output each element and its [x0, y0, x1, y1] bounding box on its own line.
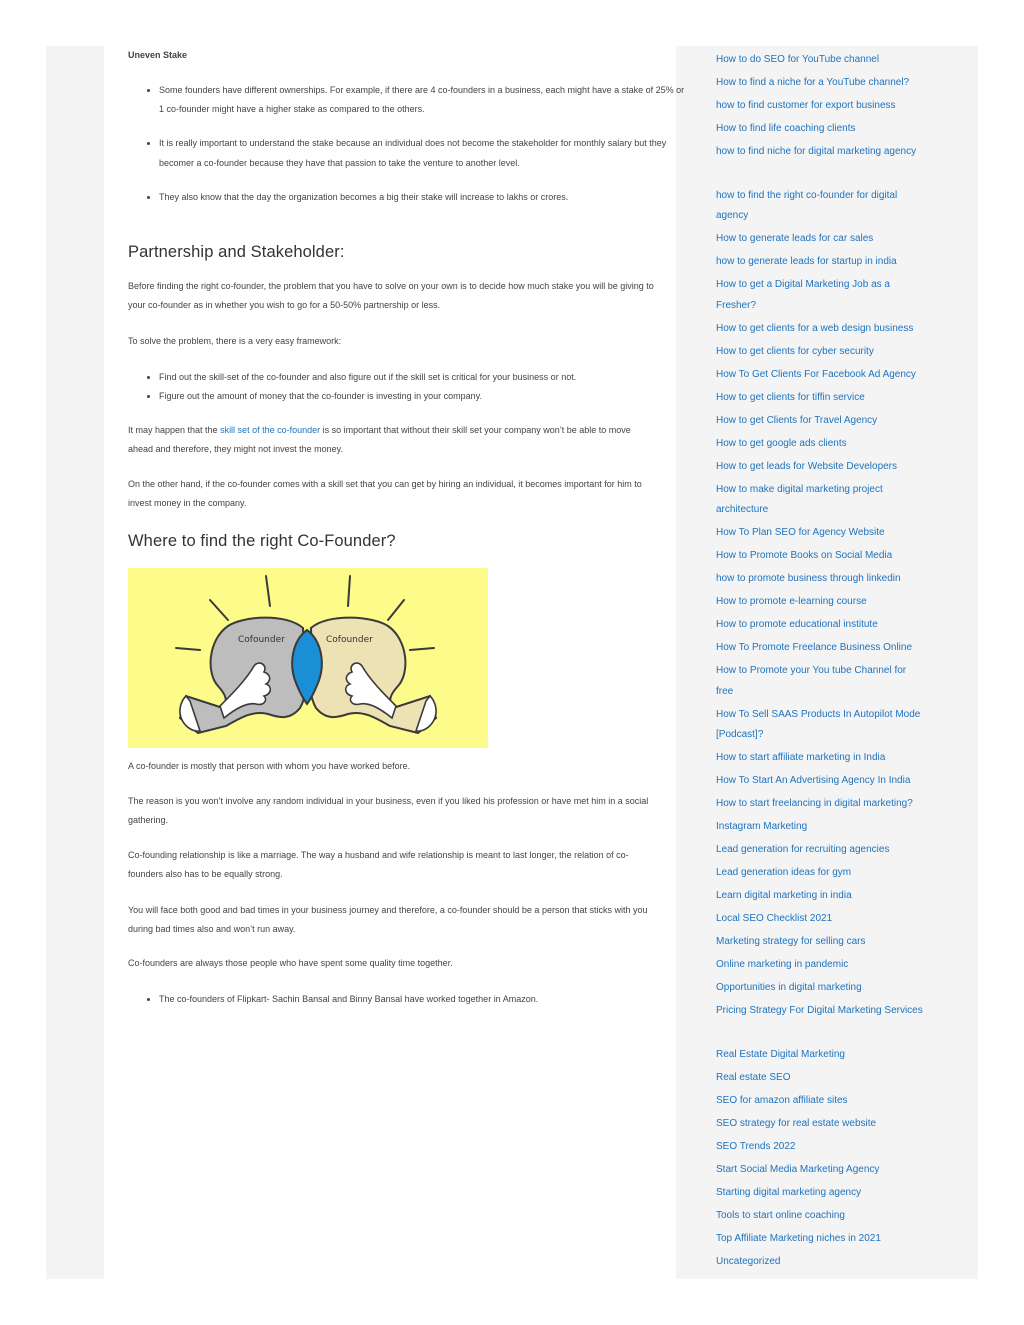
- stake-bullet-list: [128, 81, 689, 207]
- bulbs-drawing: [128, 568, 488, 748]
- sidebar-link[interactable]: How To Promote Freelance Business Online: [716, 642, 913, 653]
- paragraph: The reason is you won’t involve any random individual in your business, even if you liked his profession or have met him in a social gathering.: [128, 796, 649, 826]
- sidebar-link[interactable]: How to get a Digital Marketing Job as a Fresher?: [716, 279, 890, 311]
- flipkart-bullet-list: [128, 990, 689, 1009]
- sidebar-link[interactable]: How to start freelancing in digital marketing?: [716, 798, 913, 809]
- left-gutter: [46, 46, 104, 1279]
- left-bulb-label: Cofounder: [238, 635, 285, 645]
- paragraph: To solve the problem, there is a very easy framework:: [128, 336, 342, 346]
- sidebar-link[interactable]: How to promote educational institute: [716, 619, 878, 630]
- sidebar-link[interactable]: Online marketing in pandemic: [716, 959, 849, 970]
- paragraph: Co-founding relationship is like a marriage. The way a husband and wife relationship is meant to last longer, the relation of co-founders also has to be equally strong.: [128, 850, 629, 880]
- sidebar-link[interactable]: SEO strategy for real estate website: [716, 1117, 877, 1129]
- paragraph: Co-founders are always those people who have spent some quality time together.: [128, 958, 453, 968]
- sidebar-link[interactable]: How To Plan SEO for Agency Website: [716, 527, 885, 538]
- sidebar-link[interactable]: How to Promote your You tube Channel for free: [716, 665, 907, 697]
- sidebar-link[interactable]: How to find life coaching clients: [716, 123, 856, 134]
- section-lead-title: Uneven Stake: [128, 50, 188, 60]
- sidebar-link[interactable]: How to get leads for Website Developers: [716, 460, 898, 472]
- sidebar-link[interactable]: how to promote business through linkedin: [716, 573, 901, 584]
- sidebar-link[interactable]: Pricing Strategy For Digital Marketing Services: [716, 1005, 923, 1016]
- sidebar-link[interactable]: SEO for amazon affiliate sites: [716, 1094, 848, 1106]
- sidebar-link[interactable]: How To Sell SAAS Products In Autopilot Mode [Podcast]?: [716, 708, 921, 740]
- sidebar-link[interactable]: How to generate leads for car sales: [716, 233, 874, 244]
- right-bulb-label: Cofounder: [326, 635, 373, 645]
- sidebar-link[interactable]: Lead generation for recruiting agencies: [716, 844, 890, 855]
- sidebar-link[interactable]: How To Start An Advertising Agency In India: [716, 775, 911, 786]
- skill-set-link[interactable]: skill set of the co-founder: [220, 425, 321, 435]
- sidebar-link[interactable]: How to start affiliate marketing in India: [716, 752, 886, 763]
- sidebar-link[interactable]: Real Estate Digital Marketing: [716, 1048, 845, 1060]
- sidebar-link[interactable]: How to Promote Books on Social Media: [716, 550, 893, 561]
- sidebar-link[interactable]: SEO Trends 2022: [716, 1140, 796, 1152]
- list-item: • Figure out the amount of money that the co-founder is investing in your company.: [159, 387, 689, 406]
- sidebar-link[interactable]: Instagram Marketing: [716, 821, 808, 832]
- paragraph: You will face both good and bad times in your business journey and therefore, a co-founder should be a person that sticks with you during bad times also and won’t run away.: [128, 905, 648, 935]
- sidebar-link[interactable]: Tools to start online coaching: [716, 1209, 845, 1221]
- sidebar-link[interactable]: How to get google ads clients: [716, 437, 847, 449]
- paragraph-text: It may happen that the: [128, 425, 221, 435]
- sidebar-link[interactable]: How to make digital marketing project architecture: [716, 483, 883, 515]
- framework-bullet-list: [128, 368, 689, 406]
- sidebar-link[interactable]: How To Get Clients For Facebook Ad Agency: [716, 368, 916, 380]
- list-item: • Some founders have different ownerships. For example, if there are 4 co-founders in a business, each might have a stake of 25% or 1 co-founder might have a higher stake as compared to the others.: [159, 81, 689, 119]
- sidebar-category-list: [676, 46, 978, 1279]
- sidebar-link[interactable]: Uncategorized: [716, 1255, 781, 1267]
- sidebar-link[interactable]: How to get clients for a web design business: [716, 322, 914, 334]
- sidebar-link[interactable]: How to promote e-learning course: [716, 596, 867, 607]
- heading-partnership: Partnership and Stakeholder:: [128, 243, 345, 261]
- sidebar-link[interactable]: how to find the right co-founder for digital agency: [716, 189, 898, 221]
- sidebar-link[interactable]: Real estate SEO: [716, 1071, 791, 1083]
- sidebar-link[interactable]: How to get clients for tiffin service: [716, 391, 865, 403]
- paragraph: A co-founder is mostly that person with whom you have worked before.: [128, 761, 411, 771]
- paragraph-text: is so important that without their skill set your company won’t be able to move ahead and therefore, they might not invest the money.: [128, 425, 631, 455]
- list-item: • It is really important to understand the stake because an individual does not become the stakeholder for monthly salary but they becomer a co-founder because they have that passion to take the venture to another level.: [159, 134, 689, 172]
- sidebar-link[interactable]: How to get Clients for Travel Agency: [716, 414, 878, 426]
- list-item: • Find out the skill-set of the co-founder and also figure out if the skill set is critical for your business or not.: [159, 368, 689, 387]
- paragraph: On the other hand, if the co-founder comes with a skill set that you can get by hiring an individual, it becomes important for him to invest money in the company.: [128, 479, 642, 509]
- sidebar-link[interactable]: How to do SEO for YouTube channel: [716, 54, 880, 65]
- sidebar-link[interactable]: Lead generation ideas for gym: [716, 867, 852, 878]
- sidebar-link[interactable]: Opportunities in digital marketing: [716, 982, 862, 993]
- paragraph: Before finding the right co-founder, the problem that you have to solve on your own is to decide how much stake you will be giving to your co-founder as in whether you wish to go for a 50-50% partnership or less.: [128, 281, 654, 311]
- list-item: • They also know that the day the organization becomes a big their stake will increase to lakhs or crores.: [159, 188, 689, 207]
- sidebar-link[interactable]: How to get clients for cyber security: [716, 345, 874, 357]
- sidebar-link[interactable]: How to find a niche for a YouTube channel?: [716, 77, 910, 88]
- paragraph-skill-set: [128, 421, 658, 459]
- sidebar-link[interactable]: Start Social Media Marketing Agency: [716, 1163, 880, 1175]
- cofounder-bulbs-illustration: [128, 568, 488, 748]
- heading-where-to-find: Where to find the right Co-Founder?: [128, 532, 396, 550]
- sidebar-link[interactable]: Marketing strategy for selling cars: [716, 936, 866, 947]
- sidebar-link[interactable]: how to find niche for digital marketing agency: [716, 146, 917, 157]
- sidebar-link[interactable]: Top Affiliate Marketing niches in 2021: [716, 1232, 881, 1244]
- sidebar-link[interactable]: how to generate leads for startup in india: [716, 256, 897, 267]
- sidebar-link[interactable]: Learn digital marketing in india: [716, 890, 852, 901]
- list-item: • The co-founders of Flipkart- Sachin Bansal and Binny Bansal have worked together in Amazon.: [159, 990, 689, 1009]
- sidebar-link[interactable]: how to find customer for export business: [716, 100, 896, 111]
- sidebar-link[interactable]: Starting digital marketing agency: [716, 1186, 862, 1198]
- sidebar-link[interactable]: Local SEO Checklist 2021: [716, 913, 833, 924]
